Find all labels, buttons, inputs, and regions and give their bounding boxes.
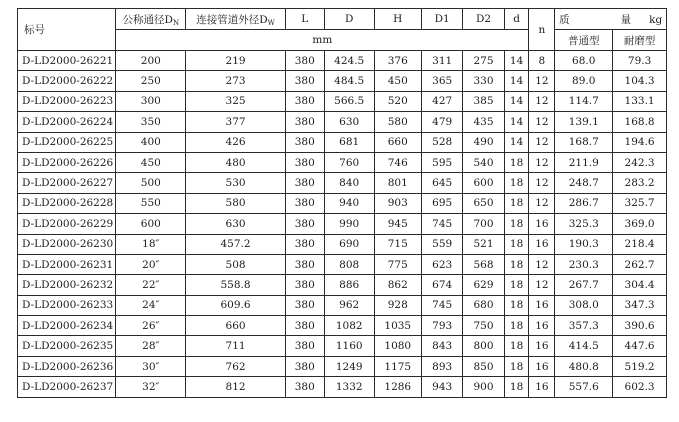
cell-l: 380: [285, 214, 324, 234]
cell-l: 380: [285, 91, 324, 111]
cell-dw: 580: [186, 193, 285, 213]
cell-d: 690: [324, 234, 374, 254]
cell-l: 380: [285, 71, 324, 91]
cell-m-std: 211.9: [555, 152, 613, 172]
cell-d1: 623: [422, 254, 463, 274]
cell-dn: 24″: [116, 295, 186, 315]
header-unit-mm: mm: [116, 30, 529, 51]
header-mass-standard: 普通型: [555, 30, 613, 51]
cell-m-std: 414.5: [555, 336, 613, 356]
cell-d: 14: [504, 132, 529, 152]
cell-d: 18: [504, 275, 529, 295]
cell-dn: 26″: [116, 316, 186, 336]
cell-l: 380: [285, 295, 324, 315]
cell-dn: 350: [116, 112, 186, 132]
cell-d: 14: [504, 51, 529, 71]
header-row-2: [18, 30, 667, 51]
cell-m-wear: 519.2: [613, 356, 667, 376]
cell-d: 18: [504, 316, 529, 336]
cell-code: D-LD2000-26230: [18, 234, 116, 254]
cell-n: 16: [529, 295, 555, 315]
cell-m-std: 190.3: [555, 234, 613, 254]
cell-d: 808: [324, 254, 374, 274]
table-row: [18, 152, 667, 172]
cell-m-std: 114.7: [555, 91, 613, 111]
cell-dn: 400: [116, 132, 186, 152]
cell-d2: 540: [463, 152, 504, 172]
cell-dn: 250: [116, 71, 186, 91]
cell-n: 12: [529, 132, 555, 152]
cell-m-wear: 347.3: [613, 295, 667, 315]
cell-h: 775: [374, 254, 422, 274]
cell-m-std: 89.0: [555, 71, 613, 91]
cell-m-std: 267.7: [555, 275, 613, 295]
cell-dn: 22″: [116, 275, 186, 295]
cell-code: D-LD2000-26233: [18, 295, 116, 315]
cell-d1: 843: [422, 336, 463, 356]
cell-h: 450: [374, 71, 422, 91]
header-L: L: [285, 9, 324, 30]
cell-d2: 568: [463, 254, 504, 274]
cell-m-std: 68.0: [555, 51, 613, 71]
cell-d2: 600: [463, 173, 504, 193]
cell-n: 16: [529, 214, 555, 234]
cell-d1: 311: [422, 51, 463, 71]
cell-l: 380: [285, 234, 324, 254]
cell-d: 566.5: [324, 91, 374, 111]
cell-h: 715: [374, 234, 422, 254]
cell-m-std: 325.3: [555, 214, 613, 234]
cell-d: 18: [504, 152, 529, 172]
cell-l: 380: [285, 173, 324, 193]
table-row: [18, 51, 667, 71]
cell-d: 886: [324, 275, 374, 295]
header-D: D: [324, 9, 374, 30]
header-mass-unit: kg: [649, 13, 663, 26]
table-row: [18, 275, 667, 295]
table-row: [18, 316, 667, 336]
header-mass: 质 量 kg: [555, 9, 667, 30]
cell-n: 16: [529, 336, 555, 356]
header-code: 标号: [18, 9, 116, 51]
table-row: [18, 112, 667, 132]
table-row: [18, 91, 667, 111]
cell-d1: 745: [422, 295, 463, 315]
cell-d1: 793: [422, 316, 463, 336]
cell-h: 520: [374, 91, 422, 111]
cell-d: 484.5: [324, 71, 374, 91]
table-body: [18, 51, 667, 398]
cell-m-wear: 104.3: [613, 71, 667, 91]
cell-h: 903: [374, 193, 422, 213]
cell-d1: 645: [422, 173, 463, 193]
cell-m-wear: 242.3: [613, 152, 667, 172]
cell-d: 14: [504, 112, 529, 132]
cell-h: 801: [374, 173, 422, 193]
cell-l: 380: [285, 112, 324, 132]
cell-dw: 325: [186, 91, 285, 111]
header-row-1: [18, 9, 667, 30]
cell-n: 12: [529, 112, 555, 132]
cell-d: 18: [504, 336, 529, 356]
cell-n: 12: [529, 91, 555, 111]
cell-d2: 330: [463, 71, 504, 91]
cell-d: 424.5: [324, 51, 374, 71]
cell-dn: 550: [116, 193, 186, 213]
cell-l: 380: [285, 356, 324, 376]
cell-d2: 435: [463, 112, 504, 132]
cell-d2: 650: [463, 193, 504, 213]
cell-d: 18: [504, 356, 529, 376]
header-mass-wear-resistant: 耐磨型: [613, 30, 667, 51]
cell-n: 16: [529, 234, 555, 254]
cell-d: 840: [324, 173, 374, 193]
cell-m-wear: 168.8: [613, 112, 667, 132]
cell-code: D-LD2000-26234: [18, 316, 116, 336]
cell-l: 380: [285, 152, 324, 172]
cell-n: 16: [529, 316, 555, 336]
cell-dn: 30″: [116, 356, 186, 376]
cell-d: 1332: [324, 377, 374, 397]
cell-d2: 900: [463, 377, 504, 397]
cell-d2: 629: [463, 275, 504, 295]
cell-dw: 812: [186, 377, 285, 397]
cell-h: 746: [374, 152, 422, 172]
cell-d2: 521: [463, 234, 504, 254]
cell-d: 1160: [324, 336, 374, 356]
header-d: d: [504, 9, 529, 30]
cell-n: 8: [529, 51, 555, 71]
cell-m-std: 168.7: [555, 132, 613, 152]
cell-d1: 427: [422, 91, 463, 111]
table-row: [18, 214, 667, 234]
cell-dn: 600: [116, 214, 186, 234]
cell-l: 380: [285, 316, 324, 336]
cell-dn: 450: [116, 152, 186, 172]
cell-d: 18: [504, 377, 529, 397]
cell-dw: 377: [186, 112, 285, 132]
cell-m-wear: 79.3: [613, 51, 667, 71]
cell-n: 12: [529, 152, 555, 172]
header-D2: D2: [463, 9, 504, 30]
cell-m-wear: 218.4: [613, 234, 667, 254]
cell-d1: 893: [422, 356, 463, 376]
cell-h: 1286: [374, 377, 422, 397]
cell-d2: 275: [463, 51, 504, 71]
cell-d1: 595: [422, 152, 463, 172]
cell-code: D-LD2000-26226: [18, 152, 116, 172]
cell-d: 681: [324, 132, 374, 152]
table-row: [18, 71, 667, 91]
cell-h: 1080: [374, 336, 422, 356]
table-row: [18, 234, 667, 254]
cell-m-std: 357.3: [555, 316, 613, 336]
cell-m-wear: 283.2: [613, 173, 667, 193]
cell-h: 376: [374, 51, 422, 71]
cell-d2: 800: [463, 336, 504, 356]
cell-d1: 479: [422, 112, 463, 132]
cell-dw: 457.2: [186, 234, 285, 254]
table-row: [18, 254, 667, 274]
cell-m-wear: 369.0: [613, 214, 667, 234]
cell-d: 18: [504, 295, 529, 315]
cell-m-std: 480.8: [555, 356, 613, 376]
cell-m-wear: 262.7: [613, 254, 667, 274]
cell-dn: 20″: [116, 254, 186, 274]
cell-n: 12: [529, 193, 555, 213]
cell-dn: 28″: [116, 336, 186, 356]
cell-m-wear: 325.7: [613, 193, 667, 213]
specification-table: [17, 8, 667, 398]
cell-dw: 762: [186, 356, 285, 376]
cell-code: D-LD2000-26229: [18, 214, 116, 234]
cell-d: 18: [504, 193, 529, 213]
table-row: [18, 336, 667, 356]
cell-d2: 700: [463, 214, 504, 234]
cell-d: 18: [504, 214, 529, 234]
cell-d: 14: [504, 71, 529, 91]
cell-d2: 750: [463, 316, 504, 336]
cell-dw: 660: [186, 316, 285, 336]
cell-n: 12: [529, 275, 555, 295]
cell-code: D-LD2000-26221: [18, 51, 116, 71]
cell-h: 660: [374, 132, 422, 152]
cell-l: 380: [285, 132, 324, 152]
cell-dw: 558.8: [186, 275, 285, 295]
cell-m-std: 230.3: [555, 254, 613, 274]
cell-d: 760: [324, 152, 374, 172]
cell-d: 940: [324, 193, 374, 213]
cell-n: 12: [529, 173, 555, 193]
cell-d: 1082: [324, 316, 374, 336]
cell-dw: 480: [186, 152, 285, 172]
cell-l: 380: [285, 193, 324, 213]
cell-dw: 630: [186, 214, 285, 234]
cell-code: D-LD2000-26232: [18, 275, 116, 295]
cell-dw: 609.6: [186, 295, 285, 315]
header-pipe-outer-diameter: 连接管道外径$D_W$: [186, 9, 285, 30]
cell-m-wear: 390.6: [613, 316, 667, 336]
cell-d2: 680: [463, 295, 504, 315]
cell-d2: 385: [463, 91, 504, 111]
cell-d: 14: [504, 91, 529, 111]
table-row: [18, 132, 667, 152]
cell-l: 380: [285, 336, 324, 356]
cell-dw: 219: [186, 51, 285, 71]
cell-code: D-LD2000-26237: [18, 377, 116, 397]
cell-h: 580: [374, 112, 422, 132]
cell-d: 962: [324, 295, 374, 315]
cell-d1: 745: [422, 214, 463, 234]
table-row: [18, 173, 667, 193]
cell-d: 1249: [324, 356, 374, 376]
cell-h: 862: [374, 275, 422, 295]
cell-dn: 32″: [116, 377, 186, 397]
cell-d: 990: [324, 214, 374, 234]
cell-n: 16: [529, 377, 555, 397]
cell-code: D-LD2000-26231: [18, 254, 116, 274]
header-n: n: [529, 9, 555, 51]
table-row: [18, 356, 667, 376]
table-row: [18, 295, 667, 315]
cell-m-std: 308.0: [555, 295, 613, 315]
cell-dw: 711: [186, 336, 285, 356]
cell-m-wear: 602.3: [613, 377, 667, 397]
cell-l: 380: [285, 254, 324, 274]
cell-d1: 674: [422, 275, 463, 295]
cell-d1: 365: [422, 71, 463, 91]
table-row: [18, 193, 667, 213]
cell-dw: 530: [186, 173, 285, 193]
cell-d: 18: [504, 254, 529, 274]
cell-dw: 273: [186, 71, 285, 91]
cell-d1: 943: [422, 377, 463, 397]
cell-l: 380: [285, 275, 324, 295]
cell-d1: 695: [422, 193, 463, 213]
cell-d2: 490: [463, 132, 504, 152]
cell-d: 18: [504, 173, 529, 193]
cell-n: 16: [529, 356, 555, 376]
header-nominal-diameter: 公称通径$D_N$: [116, 9, 186, 30]
cell-code: D-LD2000-26235: [18, 336, 116, 356]
cell-h: 1035: [374, 316, 422, 336]
cell-code: D-LD2000-26227: [18, 173, 116, 193]
cell-m-std: 286.7: [555, 193, 613, 213]
header-D1: D1: [422, 9, 463, 30]
cell-dn: 300: [116, 91, 186, 111]
cell-dn: 18″: [116, 234, 186, 254]
cell-d1: 528: [422, 132, 463, 152]
cell-m-wear: 304.4: [613, 275, 667, 295]
cell-dw: 508: [186, 254, 285, 274]
cell-d2: 850: [463, 356, 504, 376]
cell-l: 380: [285, 51, 324, 71]
cell-d: 630: [324, 112, 374, 132]
cell-m-std: 557.6: [555, 377, 613, 397]
cell-m-std: 139.1: [555, 112, 613, 132]
cell-n: 12: [529, 254, 555, 274]
cell-m-wear: 447.6: [613, 336, 667, 356]
cell-code: D-LD2000-26228: [18, 193, 116, 213]
cell-m-wear: 133.1: [613, 91, 667, 111]
cell-h: 1175: [374, 356, 422, 376]
cell-code: D-LD2000-26223: [18, 91, 116, 111]
cell-m-std: 248.7: [555, 173, 613, 193]
cell-l: 380: [285, 377, 324, 397]
cell-n: 12: [529, 71, 555, 91]
cell-dw: 426: [186, 132, 285, 152]
cell-dn: 500: [116, 173, 186, 193]
header-H: H: [374, 9, 422, 30]
cell-dn: 200: [116, 51, 186, 71]
cell-m-wear: 194.6: [613, 132, 667, 152]
cell-d: 18: [504, 234, 529, 254]
cell-code: D-LD2000-26222: [18, 71, 116, 91]
table-row: [18, 377, 667, 397]
cell-h: 945: [374, 214, 422, 234]
cell-h: 928: [374, 295, 422, 315]
cell-code: D-LD2000-26224: [18, 112, 116, 132]
table-header: [18, 9, 667, 51]
cell-d1: 559: [422, 234, 463, 254]
cell-code: D-LD2000-26236: [18, 356, 116, 376]
cell-code: D-LD2000-26225: [18, 132, 116, 152]
